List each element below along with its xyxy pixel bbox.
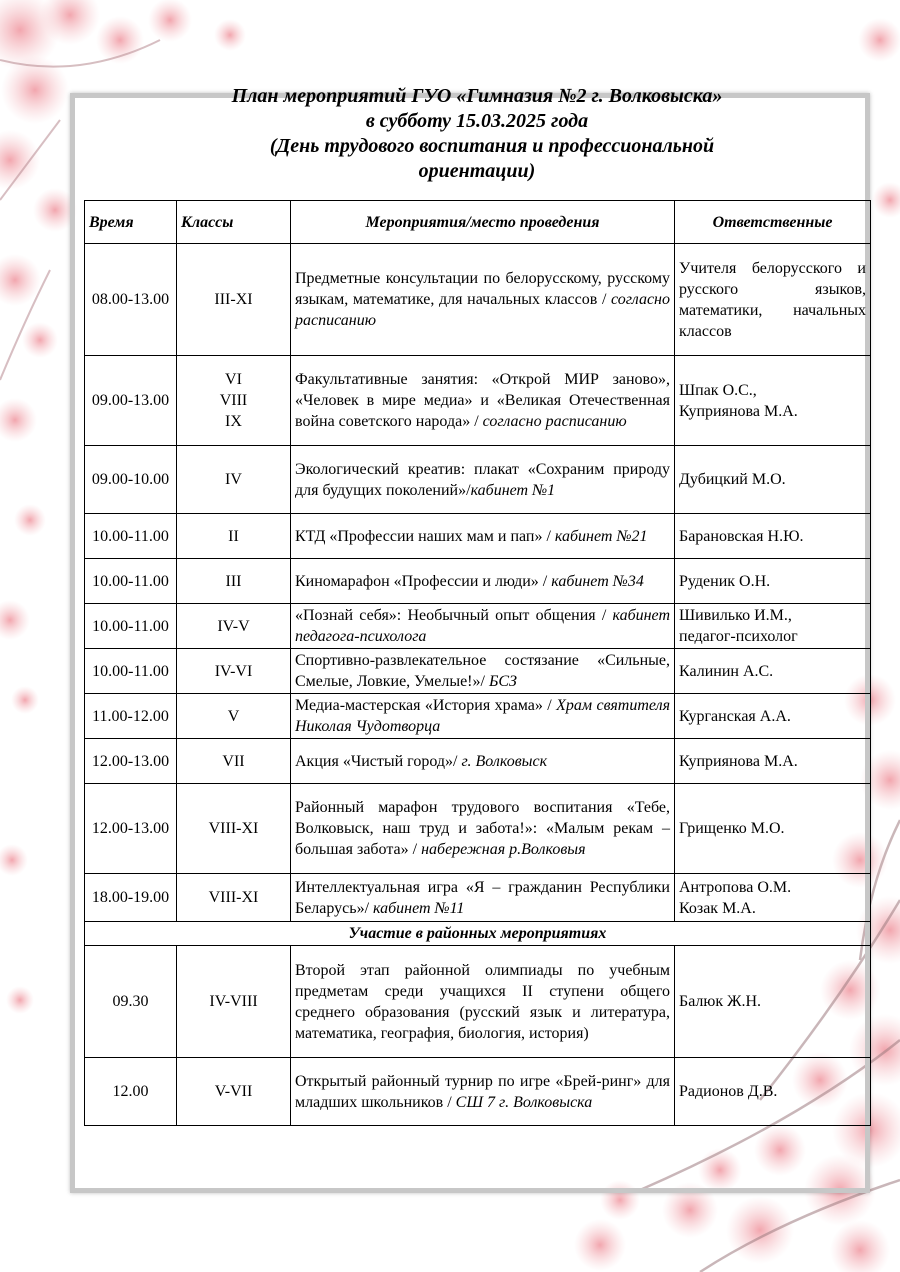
activity-place: согласно расписанию [482, 413, 627, 430]
cell-responsible [675, 1058, 871, 1126]
time-value: 09.30 [112, 993, 149, 1010]
class-value: V-VII [214, 1083, 253, 1100]
cell-classes [177, 356, 291, 446]
cell-activity [291, 784, 675, 874]
responsible-name: Дубицкий М.О. [679, 471, 786, 488]
table-row [85, 784, 871, 874]
cell-time [85, 559, 177, 604]
responsible-name: педагог-психолог [679, 628, 798, 645]
class-value: II [228, 527, 239, 545]
cell-activity [291, 446, 675, 514]
time-value: 09.00-10.00 [91, 471, 170, 488]
class-value: III-XI [214, 291, 253, 308]
cell-time [85, 694, 177, 739]
title-line-3: (День трудового воспитания и профессиональной [269, 135, 715, 157]
header-classes: Классы [177, 201, 291, 244]
cell-activity [291, 874, 675, 922]
cell-responsible [675, 446, 871, 514]
time-value: 12.00 [112, 1083, 149, 1100]
activity-place: кабинет №1 [470, 481, 556, 499]
section-row [85, 922, 871, 946]
responsible-name: Шивилько И.М., [679, 607, 792, 624]
cell-activity [291, 514, 675, 559]
table-header-row [85, 201, 871, 244]
table-row [85, 649, 871, 694]
time-value: 18.00-19.00 [91, 889, 170, 906]
activity-text: КТД «Профессии наших мам и пап» / [295, 527, 555, 545]
responsible-name: Калинин А.С. [679, 662, 774, 680]
activity-place: кабинет №21 [554, 527, 648, 545]
cell-responsible [675, 946, 871, 1058]
time-value: 10.00-11.00 [92, 572, 169, 590]
cell-responsible [675, 739, 871, 784]
table-row [85, 874, 871, 922]
table-row [85, 514, 871, 559]
table-row [85, 559, 871, 604]
cell-activity [291, 604, 675, 649]
cell-classes [177, 874, 291, 922]
table-row [85, 356, 871, 446]
time-value: 12.00-13.00 [91, 752, 170, 770]
table-row [85, 694, 871, 739]
cell-activity [291, 559, 675, 604]
table-row [85, 739, 871, 784]
responsible-name: Радионов Д.В. [679, 1083, 778, 1100]
class-value: VIII [219, 392, 248, 409]
cell-responsible [675, 244, 871, 356]
activity-text: Предметные консультации по белорусскому, русскому языкам, математике, для начальных классов / [295, 270, 670, 308]
table-row [85, 604, 871, 649]
responsible-name: Барановская Н.Ю. [679, 527, 804, 545]
class-value: IV-VIII [209, 993, 258, 1010]
cell-activity [291, 946, 675, 1058]
activity-place: кабинет №11 [373, 899, 465, 917]
cell-activity [291, 244, 675, 356]
activity-place: СШ 7 г. Волковыска [455, 1093, 593, 1111]
class-value: VII [222, 752, 245, 770]
time-value: 08.00-13.00 [91, 291, 170, 308]
cell-time [85, 649, 177, 694]
document-body [84, 84, 870, 1126]
title-line-2: в субботу 15.03.2025 года [365, 110, 589, 132]
cell-classes [177, 1058, 291, 1126]
responsible-name: Куприянова М.А. [679, 402, 798, 420]
cell-responsible [675, 784, 871, 874]
section-title: Участие в районных мероприятиях [85, 922, 871, 946]
cell-time [85, 446, 177, 514]
cell-time [85, 604, 177, 649]
responsible-name: Балюк Ж.Н. [679, 993, 762, 1010]
cell-classes [177, 604, 291, 649]
cell-activity [291, 1058, 675, 1126]
cell-classes [177, 244, 291, 356]
time-value: 12.00-13.00 [91, 820, 170, 837]
header-responsible: Ответственные [675, 201, 871, 244]
header-activity: Мероприятия/место проведения [291, 201, 675, 244]
responsible-name: Руденик О.Н. [679, 572, 771, 590]
title-line-1: План мероприятий ГУО «Гимназия №2 г. Волковыска» [231, 85, 723, 107]
responsible-name: Антропова О.М. [679, 878, 792, 896]
activity-text: Спортивно-развлекательное состязание «Сильные, Смелые, Ловкие, Умелые!»/ [295, 652, 670, 690]
class-value: IV [225, 471, 242, 488]
cell-classes [177, 514, 291, 559]
activity-place: согласно расписанию [295, 291, 670, 329]
cell-classes [177, 446, 291, 514]
cell-responsible [675, 604, 871, 649]
title-line-4: ориентации) [418, 160, 536, 182]
responsible-name: Грищенко М.О. [679, 820, 785, 837]
time-value: 10.00-11.00 [92, 662, 169, 680]
activity-text: Факультативные занятия: «Открой МИР заново», «Человек в мире медиа» и «Великая Отечественная война советского народа» / [295, 371, 670, 430]
activity-text: Медиа-мастерская «История храма» / [295, 697, 557, 714]
class-value: VIII-XI [208, 889, 259, 906]
activity-text: Открытый районный турнир по игре «Брей-ринг» для младших школьников / [295, 1072, 670, 1111]
responsible-name: Шпак О.С., [679, 381, 757, 399]
activity-text: «Познай себя»: Необычный опыт общения / [295, 607, 613, 624]
cell-activity [291, 694, 675, 739]
class-value: VIII-XI [208, 820, 259, 837]
cell-time [85, 244, 177, 356]
time-value: 11.00-12.00 [92, 707, 169, 725]
cell-classes [177, 649, 291, 694]
activity-place: кабинет №34 [551, 572, 644, 590]
cell-time [85, 874, 177, 922]
cell-time [85, 784, 177, 874]
cell-responsible [675, 559, 871, 604]
cell-responsible [675, 649, 871, 694]
cell-time [85, 946, 177, 1058]
cell-responsible [675, 514, 871, 559]
activity-text: Акция «Чистый город»/ [295, 752, 462, 770]
events-table [84, 200, 871, 1126]
cell-activity [291, 649, 675, 694]
header-time: Время [85, 201, 177, 244]
table-row [85, 244, 871, 356]
cell-classes [177, 946, 291, 1058]
table-row [85, 446, 871, 514]
class-value: IV-V [217, 617, 250, 635]
cell-responsible [675, 874, 871, 922]
cell-activity [291, 356, 675, 446]
class-value: V [227, 707, 240, 725]
responsible-name: Учителя белорусского и русского языков, математики, начальных классов [679, 259, 866, 340]
activity-text: Интеллектуальная игра «Я – гражданин Республики Беларусь»/ [295, 878, 670, 917]
cell-responsible [675, 694, 871, 739]
time-value: 10.00-11.00 [92, 617, 169, 635]
cell-time [85, 514, 177, 559]
cell-time [85, 739, 177, 784]
document-title [84, 84, 870, 184]
activity-place: набережная р.Волковыя [421, 841, 586, 858]
activity-text: Второй этап районной олимпиады по учебным предметам среди учащихся II ступени общего среднего образования (русский язык и литература, математика, география, биология, история) [295, 961, 670, 1042]
cell-time [85, 356, 177, 446]
activity-place: Храм святителя Николая Чудотворца [295, 697, 671, 735]
cell-classes [177, 784, 291, 874]
cell-time [85, 1058, 177, 1126]
responsible-name: Куприянова М.А. [679, 752, 798, 770]
cell-responsible [675, 356, 871, 446]
activity-text: Районный марафон трудового воспитания «Тебе, Волковыск, наш труд и забота!»: «Малым рекам – большая забота» / [295, 799, 670, 858]
time-value: 09.00-13.00 [91, 392, 170, 409]
activity-text: Киномарафон «Профессии и люди» / [295, 572, 552, 590]
responsible-name: Козак М.А. [679, 899, 756, 917]
responsible-name: Курганская А.А. [679, 707, 791, 725]
class-value: III [225, 572, 242, 590]
cell-classes [177, 694, 291, 739]
cell-activity [291, 739, 675, 784]
activity-place: кабинет педагога-психолога [295, 607, 670, 645]
table-row [85, 1058, 871, 1126]
class-value: IX [225, 413, 242, 430]
cell-classes [177, 559, 291, 604]
class-value: VI [225, 371, 242, 388]
table-row [85, 946, 871, 1058]
activity-place: г. Волковыск [461, 752, 548, 770]
activity-place: БСЗ [488, 673, 517, 690]
activity-text: Экологический креатив: плакат «Сохраним природу для будущих поколений»/ [295, 460, 670, 499]
time-value: 10.00-11.00 [92, 527, 169, 545]
cell-classes [177, 739, 291, 784]
class-value: IV-VI [214, 662, 253, 680]
